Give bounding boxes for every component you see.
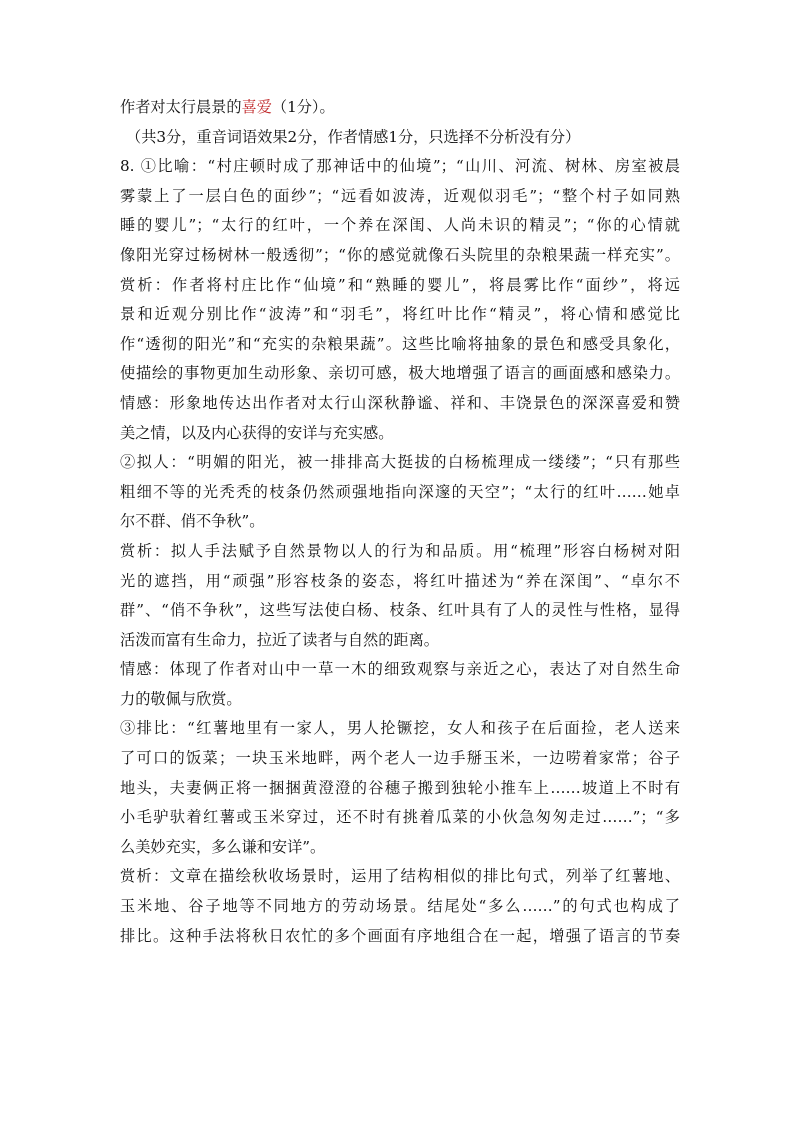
- text-line-17: 光的遮挡，用“顽强”形容枝条的姿态，将红叶描述为“养在深闺”、“卓尔不: [120, 571, 680, 590]
- scoring-note: （共3分，重音词语效果2分，作者情感1分，只选择不分析没有分）: [126, 127, 581, 146]
- metaphor-emotion: 情感：形象地传达出作者对太行山深秋静谧、祥和、丰饶景色的深深喜爱和赞: [120, 393, 680, 412]
- personification-analysis: 赏析：拟人手法赋予自然景物以人的行为和品质。用“梳理”形容白杨树对阳: [120, 541, 680, 560]
- text-line-5: 睡的婴儿”；“太行的红叶，一个养在深闺、人尚未识的精灵”；“你的心情就: [120, 216, 680, 235]
- metaphor-analysis: 赏析：作者将村庄比作“仙境”和“熟睡的婴儿”，将晨雾比作“面纱”，将远: [120, 275, 680, 294]
- text-line-28: 玉米地、谷子地等不同地方的劳动场景。结尾处“多么……”的句式也构成了: [120, 897, 680, 916]
- text-line-24: 地头，夫妻俩正将一捆捆黄澄澄的谷穗子搬到独轮小推车上……坡道上不时有: [120, 778, 680, 797]
- text-line-25: 小毛驴驮着红薯或玉米穿过，还不时有挑着瓜菜的小伙急匆匆走过……”；“多: [120, 808, 680, 827]
- text-line-18: 群”、“俏不争秋”，这些写法使白杨、枝条、红叶具有了人的灵性与性格，显得: [120, 601, 680, 620]
- question-8-metaphor: 8. ①比喻：“村庄顿时成了那神话中的仙境”；“山川、河流、树林、房室被晨: [120, 157, 680, 176]
- text-line-21: 力的敬佩与欣赏。: [120, 689, 242, 708]
- parallelism-heading: ③排比：“红薯地里有一家人，男人抡镢挖，女人和孩子在后面捡，老人送来: [120, 719, 680, 738]
- text-line-9: 作“透彻的阳光”和“充实的杂粮果蔬”。这些比喻将抽象的景色和感受具象化，: [120, 334, 680, 353]
- text-line-10: 使描绘的事物更加生动形象、亲切可感，极大地增强了语言的画面感和感染力。: [120, 364, 680, 383]
- line-1-tail: （1分）。: [271, 98, 335, 116]
- text-line-8: 景和近观分别比作“波涛”和“羽毛”，将红叶比作“精灵”，将心情和感觉比: [120, 305, 680, 324]
- text-line-26: 么美妙充实，多么谦和安详”。: [120, 837, 326, 856]
- text-line-29: 排比。这种手法将秋日农忙的多个画面有序地组合在一起，增强了语言的节奏: [120, 926, 680, 945]
- answer-document: [120, 93, 680, 951]
- parallelism-analysis: 赏析：文章在描绘秋收场景时，运用了结构相似的排比句式，列举了红薯地、: [120, 867, 680, 886]
- highlight-keyword: 喜爱: [241, 98, 272, 116]
- text-line-14: 粗细不等的光秃秃的枝条仍然顽强地指向深邃的天空”；“太行的红叶……她卓: [120, 482, 680, 501]
- text-line-6: 像阳光穿过杨树林一般透彻”；“你的感觉就像石头院里的杂粮果蔬一样充实”。: [120, 245, 680, 264]
- text-line-15: 尔不群、俏不争秋”。: [120, 512, 265, 531]
- text-line-4: 雾蒙上了一层白色的面纱”；“远看如波涛，近观似羽毛”；“整个村子如同熟: [120, 186, 680, 205]
- personification-emotion: 情感：体现了作者对山中一草一木的细致观察与亲近之心，表达了对自然生命: [120, 660, 680, 679]
- line-1-lead: 作者对太行晨景的: [120, 98, 242, 116]
- personification-heading: ②拟人：“明媚的阳光，被一排排高大挺拔的白杨梳理成一缕缕”；“只有那些: [120, 453, 680, 472]
- text-line-12: 美之情，以及内心获得的安详与充实感。: [120, 423, 394, 442]
- text-line-19: 活泼而富有生命力，拉近了读者与自然的距离。: [120, 630, 439, 649]
- text-line-1: [120, 93, 680, 123]
- text-line-23: 了可口的饭菜；一块玉米地畔，两个老人一边手掰玉米，一边唠着家常；谷子: [120, 749, 680, 768]
